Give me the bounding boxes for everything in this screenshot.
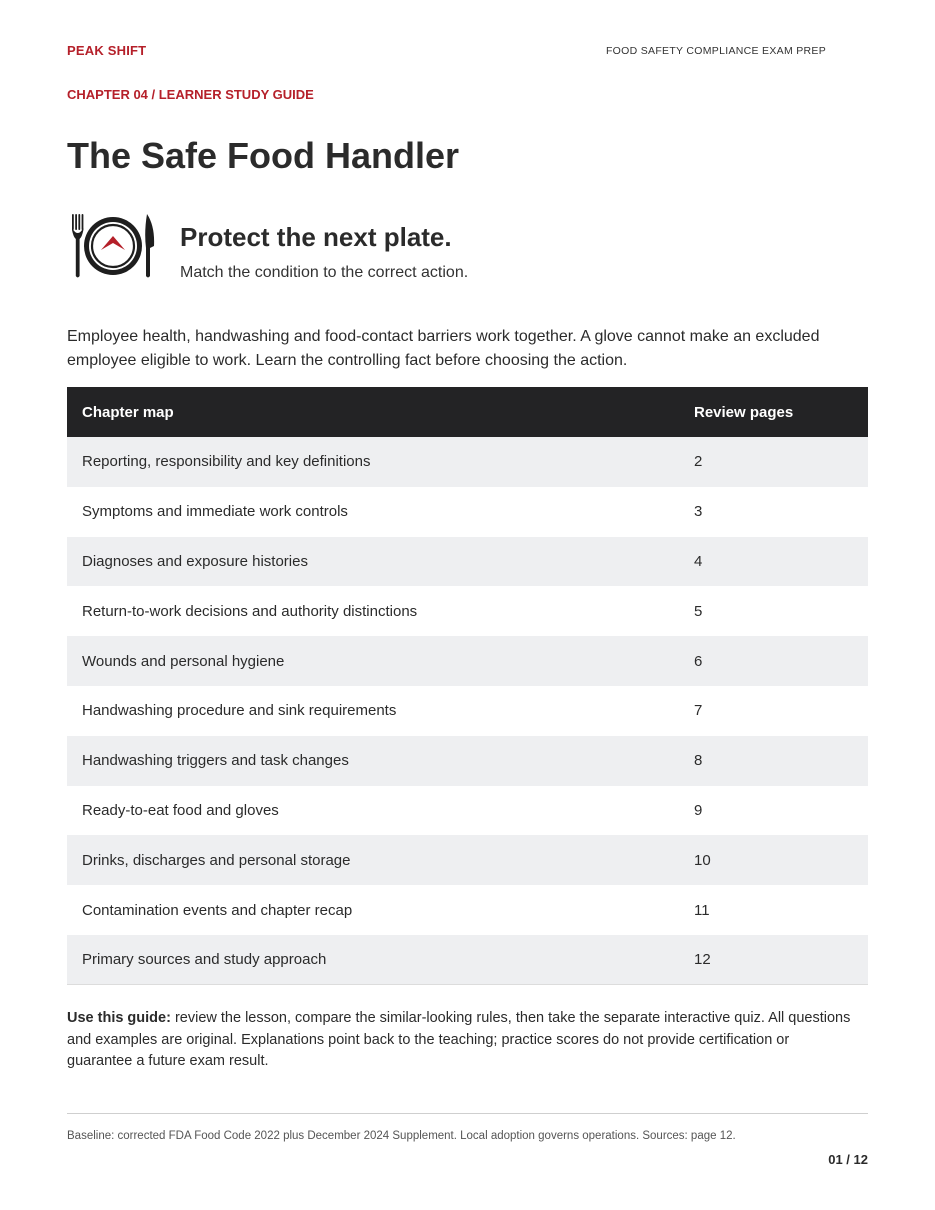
table-row: [67, 586, 868, 636]
row-pages: 6: [679, 636, 868, 686]
intro-paragraph: Employee health, handwashing and food-contact barriers work together. A glove cannot make an excluded employee eligible to work. Learn the controlling fact before choosing the action.: [67, 328, 820, 369]
row-topic: Reporting, responsibility and key definitions: [67, 437, 679, 487]
footer-divider: [67, 1113, 868, 1114]
table-row: [67, 835, 868, 885]
table-row: [67, 935, 868, 985]
hero-subheading: Match the condition to the correct action.: [180, 264, 469, 281]
row-topic: Return-to-work decisions and authority distinctions: [67, 586, 679, 636]
table-row: [67, 636, 868, 686]
guide-note-lead: Use this guide:: [67, 1010, 171, 1026]
row-pages: 9: [679, 786, 868, 836]
row-topic: Handwashing procedure and sink requirements: [67, 686, 679, 736]
row-topic: Diagnoses and exposure histories: [67, 537, 679, 587]
header-course-title: FOOD SAFETY COMPLIANCE EXAM PREP: [605, 45, 826, 57]
row-pages: 12: [679, 935, 868, 985]
table-row: [67, 786, 868, 836]
row-topic: Handwashing triggers and task changes: [67, 736, 679, 786]
guide-note: [67, 1008, 857, 1073]
plate-fork-knife-icon: [70, 212, 156, 280]
table-row: [67, 437, 868, 487]
row-topic: Drinks, discharges and personal storage: [67, 835, 679, 885]
row-topic: Primary sources and study approach: [67, 935, 679, 985]
row-topic: Symptoms and immediate work controls: [67, 487, 679, 537]
hero-heading: Protect the next plate.: [180, 222, 452, 252]
row-pages: 8: [679, 736, 868, 786]
row-pages: 4: [679, 537, 868, 587]
table-row: [67, 686, 868, 736]
row-pages: 5: [679, 586, 868, 636]
table-row: [67, 537, 868, 587]
row-pages: 3: [679, 487, 868, 537]
table-row: [67, 736, 868, 786]
table-row: [67, 885, 868, 935]
page-title: The Safe Food Handler: [67, 135, 460, 176]
guide-note-text: review the lesson, compare the similar-looking rules, then take the separate interactive quiz. All questions and examples are original. Explanations point back to the teaching; practice scores do not provide certification or guarantee a future exam result.: [67, 1010, 851, 1069]
row-pages: 10: [679, 835, 868, 885]
brand-name: PEAK SHIFT: [67, 43, 147, 58]
row-topic: Wounds and personal hygiene: [67, 636, 679, 686]
page-number: 01 / 12: [828, 1152, 868, 1167]
footer-baseline-note: Baseline: corrected FDA Food Code 2022 plus December 2024 Supplement. Local adoption governs operations. Sources: page 12.: [67, 1130, 736, 1142]
row-topic: Ready-to-eat food and gloves: [67, 786, 679, 836]
table-row: [67, 487, 868, 537]
column-header-review-pages: Review pages: [679, 387, 868, 437]
row-pages: 7: [679, 686, 868, 736]
chapter-map-table: [67, 387, 868, 985]
table-header-row: [67, 387, 868, 437]
column-header-chapter-map: Chapter map: [67, 387, 679, 437]
row-pages: 2: [679, 437, 868, 487]
chapter-label: CHAPTER 04 / LEARNER STUDY GUIDE: [67, 87, 314, 102]
row-pages: 11: [679, 885, 868, 935]
row-topic: Contamination events and chapter recap: [67, 885, 679, 935]
